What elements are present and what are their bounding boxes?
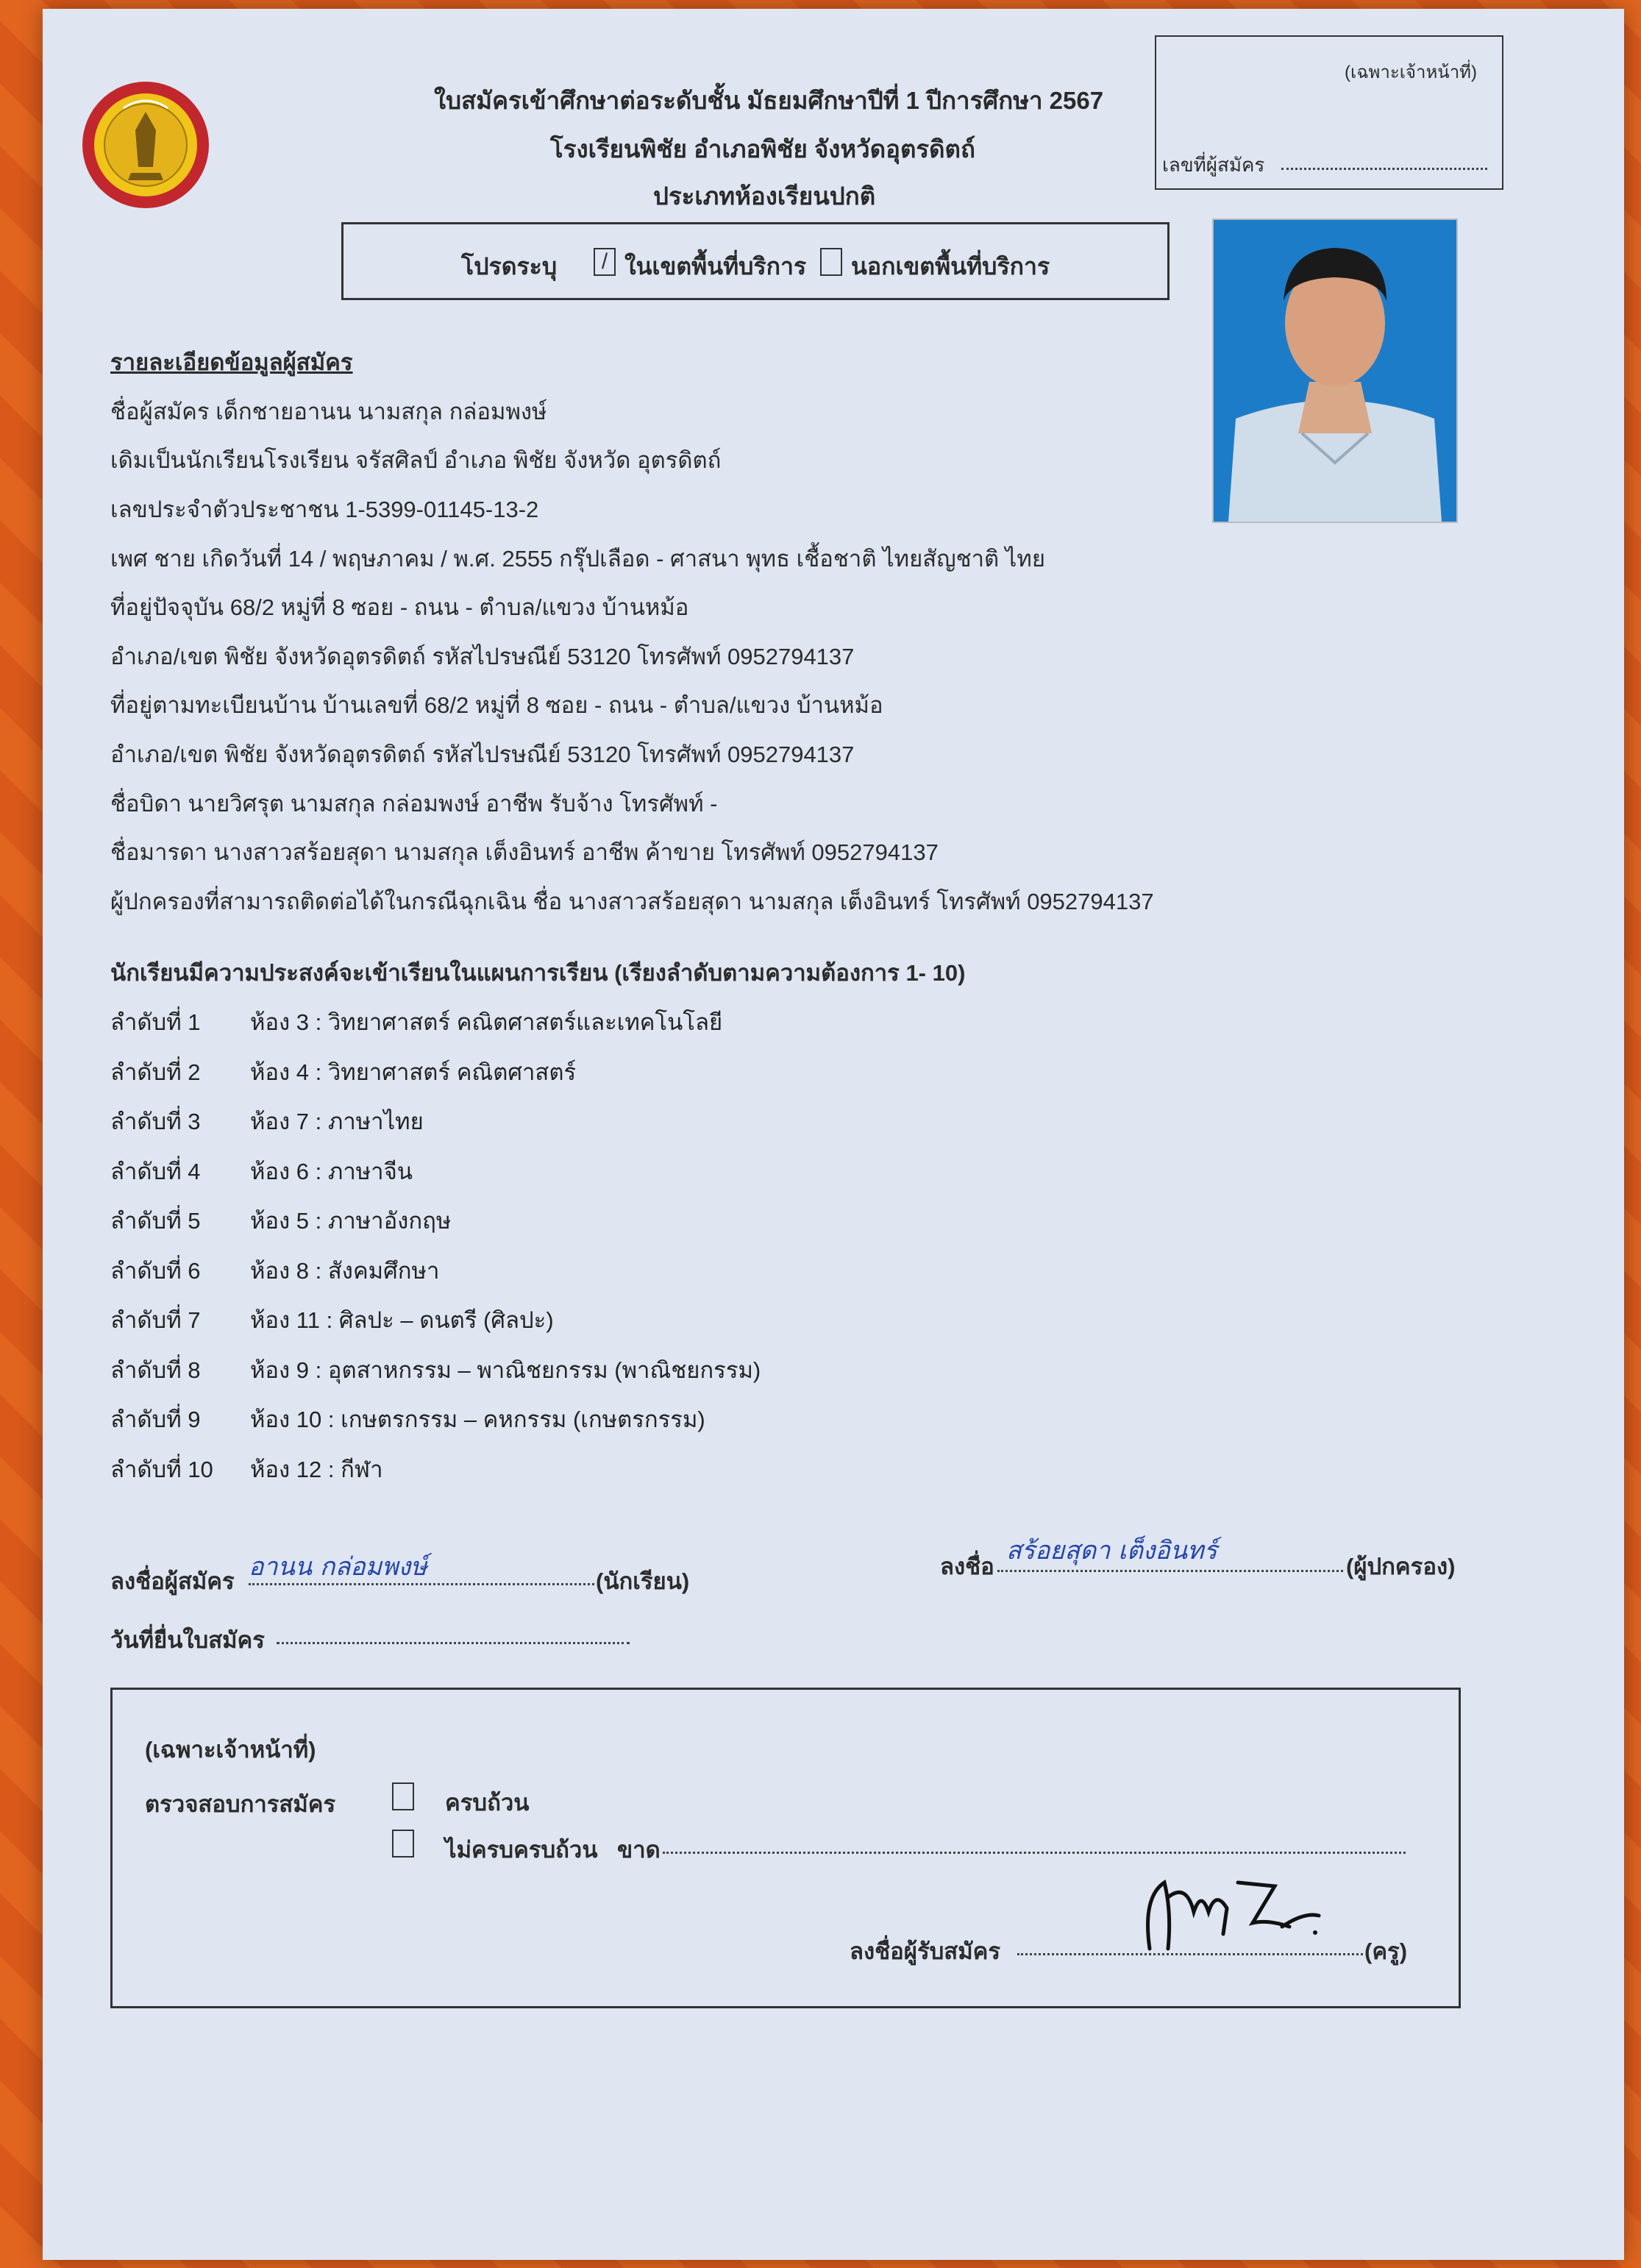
preference-room: ห้อง 8 : สังคมศึกษา xyxy=(250,1257,440,1284)
complete-label: ครบถ้วน xyxy=(445,1790,530,1816)
previous-school-line: เดิมเป็นนักเรียนโรงเรียน จรัสศิลป์ อำเภอ พิชัย จังหวัด อุตรดิตถ์ xyxy=(110,447,722,473)
guardian-signature-suffix: (ผู้ปกครอง) xyxy=(1346,1554,1456,1579)
applicant-section-title: รายละเอียดข้อมูลผู้สมัคร xyxy=(110,349,353,375)
applicant-no-field[interactable] xyxy=(1281,168,1487,170)
preference-room: ห้อง 6 : ภาษาจีน xyxy=(250,1158,413,1184)
preference-item xyxy=(110,1153,413,1190)
applicant-signature: อานน กล่อมพงษ์ xyxy=(249,1552,427,1582)
applicant-signature-suffix: (นักเรียน) xyxy=(596,1568,690,1594)
preference-item xyxy=(110,1401,705,1437)
preference-rank: ลำดับที่ 7 xyxy=(110,1307,201,1333)
incomplete-label: ไม่ครบครบถ้วน xyxy=(445,1837,598,1863)
preference-room: ห้อง 5 : ภาษาอังกฤษ xyxy=(250,1208,452,1234)
preference-item xyxy=(110,1351,761,1388)
preference-rank: ลำดับที่ 3 xyxy=(110,1109,201,1134)
complete-checkbox[interactable] xyxy=(392,1782,414,1810)
preference-item xyxy=(110,1202,451,1239)
preference-item xyxy=(110,1252,439,1289)
receiver-signature-label: ลงชื่อผู้รับสมัคร xyxy=(850,1938,1001,1964)
preference-rank: ลำดับที่ 10 xyxy=(110,1456,213,1482)
officer-only-label: (เฉพาะเจ้าหน้าที่) xyxy=(1345,63,1477,82)
application-form xyxy=(43,9,1624,2260)
submission-date-label: วันที่ยื่นใบสมัคร xyxy=(110,1627,265,1653)
in-area-label: ในเขตพื้นที่บริการ xyxy=(624,253,807,280)
guardian-signature-label: ลงชื่อ xyxy=(940,1554,994,1579)
receiver-signature-suffix: (ครู) xyxy=(1364,1938,1408,1964)
preference-rank: ลำดับที่ 5 xyxy=(110,1208,201,1234)
preference-rank: ลำดับที่ 1 xyxy=(110,1009,201,1035)
preference-rank: ลำดับที่ 2 xyxy=(110,1059,201,1085)
preference-room: ห้อง 12 : กีฬา xyxy=(250,1456,383,1482)
preference-rank: ลำดับที่ 8 xyxy=(110,1357,201,1383)
school-logo xyxy=(79,79,212,211)
area-label: โปรดระบุ xyxy=(461,253,558,280)
missing-label: ขาด xyxy=(617,1837,661,1863)
mother-line: ชื่อมารดา นางสาวสร้อยสุดา นามสกุล เต็งอินทร์ อาชีพ ค้าขาย โทรศัพท์ 0952794137 xyxy=(110,839,939,865)
preference-rank: ลำดับที่ 4 xyxy=(110,1158,201,1184)
applicant-no-label: เลขที่ผู้สมัคร xyxy=(1162,154,1265,176)
submission-date-field[interactable] xyxy=(277,1642,630,1644)
receiver-signature xyxy=(1135,1868,1326,1956)
preference-rank: ลำดับที่ 6 xyxy=(110,1257,201,1284)
guardian-signature: สร้อยสุดา เต็งอินทร์ xyxy=(1006,1536,1217,1565)
registered-address-line1: ที่อยู่ตามทะเบียนบ้าน บ้านเลขที่ 68/2 หมู่ที่ 8 ซอย - ถนน - ตำบล/แขวง บ้านหม้อ xyxy=(110,692,883,718)
officer-verification-box xyxy=(110,1688,1461,2008)
current-address-line2: อำเภอ/เขต พิชัย จังหวัดอุตรดิตถ์ รหัสไปรษณีย์ 53120 โทรศัพท์ 0952794137 xyxy=(110,644,855,669)
guardian-line: ผู้ปกครองที่สามารถติดต่อได้ในกรณีฉุกเฉิน ชื่อ นางสาวสร้อยสุดา นามสกุล เต็งอินทร์ โทรศัพท์ 0952794137 xyxy=(110,889,1154,914)
preference-room: ห้อง 3 : วิทยาศาสตร์ คณิตศาสตร์และเทคโนโลยี xyxy=(250,1009,723,1035)
applicant-photo xyxy=(1212,218,1458,523)
citizen-id-line: เลขประจำตัวประชาชน 1-5399-01145-13-2 xyxy=(110,497,539,522)
in-area-checkbox[interactable] xyxy=(594,248,616,276)
school-name: โรงเรียนพิชัย อำเภอพิชัย จังหวัดอุตรดิตถ์ xyxy=(550,135,975,163)
area-selection-box xyxy=(341,222,1170,300)
guardian-signature-field[interactable] xyxy=(997,1570,1343,1572)
missing-field[interactable] xyxy=(663,1852,1406,1854)
preference-item xyxy=(110,1451,383,1487)
officer-applicant-box xyxy=(1155,35,1503,190)
incomplete-checkbox[interactable] xyxy=(392,1830,414,1858)
preference-room: ห้อง 11 : ศิลปะ – ดนตรี (ศิลปะ) xyxy=(250,1307,554,1333)
form-title: ใบสมัครเข้าศึกษาต่อระดับชั้น มัธยมศึกษาปีที่ 1 ปีการศึกษา 2567 xyxy=(434,87,1104,114)
preference-room: ห้อง 10 : เกษตรกรรม – คหกรรม (เกษตรกรรม) xyxy=(250,1407,705,1432)
father-line: ชื่อบิดา นายวิศรุต นามสกุล กล่อมพงษ์ อาชีพ รับจ้าง โทรศัพท์ - xyxy=(110,791,718,817)
verification-label: ตรวจสอบการสมัคร xyxy=(145,1791,336,1817)
preference-item xyxy=(110,1053,576,1090)
preference-room: ห้อง 9 : อุตสาหกรรม – พาณิชยกรรม (พาณิชยกรรม) xyxy=(250,1357,761,1383)
out-area-label: นอกเขตพื้นที่บริการ xyxy=(851,253,1050,280)
preference-item xyxy=(110,1003,722,1040)
preferences-title: นักเรียนมีความประสงค์จะเข้าเรียนในแผนการเรียน (เรียงลำดับตามความต้องการ 1- 10) xyxy=(110,960,966,986)
applicant-name-line: ชื่อผู้สมัคร เด็กชายอานน นามสกุล กล่อมพงษ์ xyxy=(110,399,547,424)
preference-room: ห้อง 4 : วิทยาศาสตร์ คณิตศาสตร์ xyxy=(250,1059,577,1085)
out-area-checkbox[interactable] xyxy=(820,248,842,276)
registered-address-line2: อำเภอ/เขต พิชัย จังหวัดอุตรดิตถ์ รหัสไปรษณีย์ 53120 โทรศัพท์ 0952794137 xyxy=(110,742,855,767)
current-address-line1: ที่อยู่ปัจจุบัน 68/2 หมู่ที่ 8 ซอย - ถนน - ตำบล/แขวง บ้านหม้อ xyxy=(110,594,689,620)
applicant-signature-label: ลงชื่อผู้สมัคร xyxy=(110,1568,235,1594)
check-mark: / xyxy=(601,249,608,274)
officer-title: (เฉพาะเจ้าหน้าที่) xyxy=(145,1737,316,1763)
personal-info-line: เพศ ชาย เกิดวันที่ 14 / พฤษภาคม / พ.ศ. 2555 กรุ๊ปเลือด - ศาสนา พุทธ เชื้อชาติ ไทยสัญชาติ ไทย xyxy=(110,546,1045,572)
preference-item xyxy=(110,1301,554,1338)
preference-room: ห้อง 7 : ภาษาไทย xyxy=(250,1109,424,1134)
preference-item xyxy=(110,1103,424,1140)
preference-rank: ลำดับที่ 9 xyxy=(110,1407,201,1432)
class-type: ประเภทห้องเรียนปกติ xyxy=(653,182,876,210)
